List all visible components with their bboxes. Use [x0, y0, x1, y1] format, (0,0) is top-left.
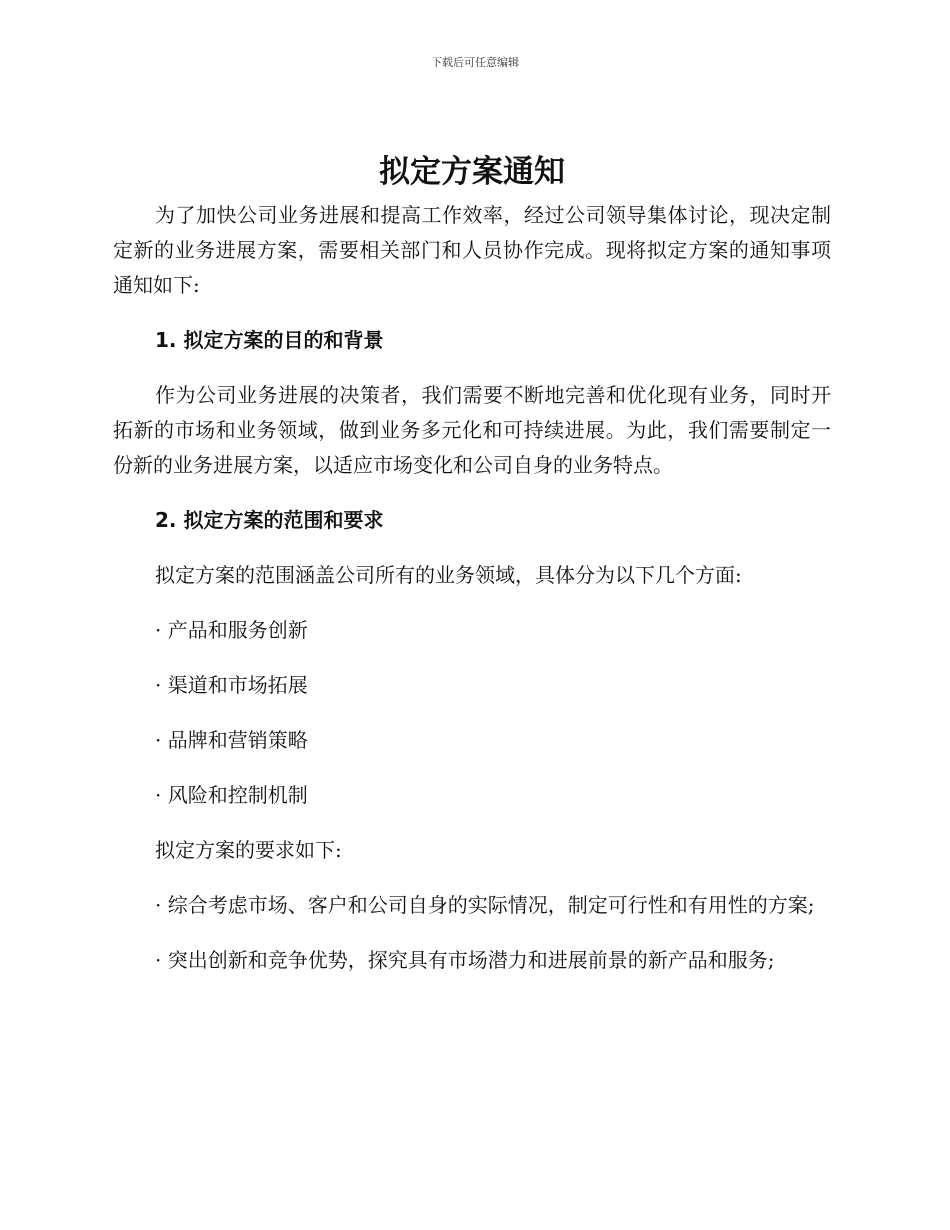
- scope-list-item: · 产品和服务创新: [155, 618, 308, 642]
- purpose-paragraph: 作为公司业务进展的决策者，我们需要不断地完善和优化现有业务，同时开拓新的市场和业务领域，做到业务多元化和可持续进展。为此，我们需要制定一份新的业务进展方案，以适应市场变化和公司自身的业务特点。: [113, 383, 831, 477]
- scope-list-item: · 风险和控制机制: [155, 783, 308, 807]
- scope-list-item: · 渠道和市场拓展: [155, 673, 308, 697]
- document-title: 拟定方案通知: [379, 154, 565, 190]
- page-header-note: 下载后可任意编辑: [431, 56, 519, 69]
- requirements-list-item: · 综合考虑市场、客户和公司自身的实际情况，制定可行性和有用性的方案;: [155, 893, 815, 917]
- scope-paragraph: 拟定方案的范围涵盖公司所有的业务领域，具体分为以下几个方面:: [155, 563, 742, 587]
- requirements-paragraph: 拟定方案的要求如下:: [155, 838, 342, 862]
- requirements-list-item: · 突出创新和竞争优势，探究具有市场潜力和进展前景的新产品和服务;: [155, 948, 775, 972]
- scope-list-item: · 品牌和营销策略: [155, 728, 308, 752]
- section-heading-scope: 2. 拟定方案的范围和要求: [155, 508, 384, 532]
- section-heading-purpose: 1. 拟定方案的目的和背景: [155, 328, 384, 352]
- intro-paragraph: 为了加快公司业务进展和提高工作效率，经过公司领导集体讨论，现决定制定新的业务进展方案，需要相关部门和人员协作完成。现将拟定方案的通知事项通知如下:: [113, 203, 831, 297]
- document-body: [113, 150, 831, 978]
